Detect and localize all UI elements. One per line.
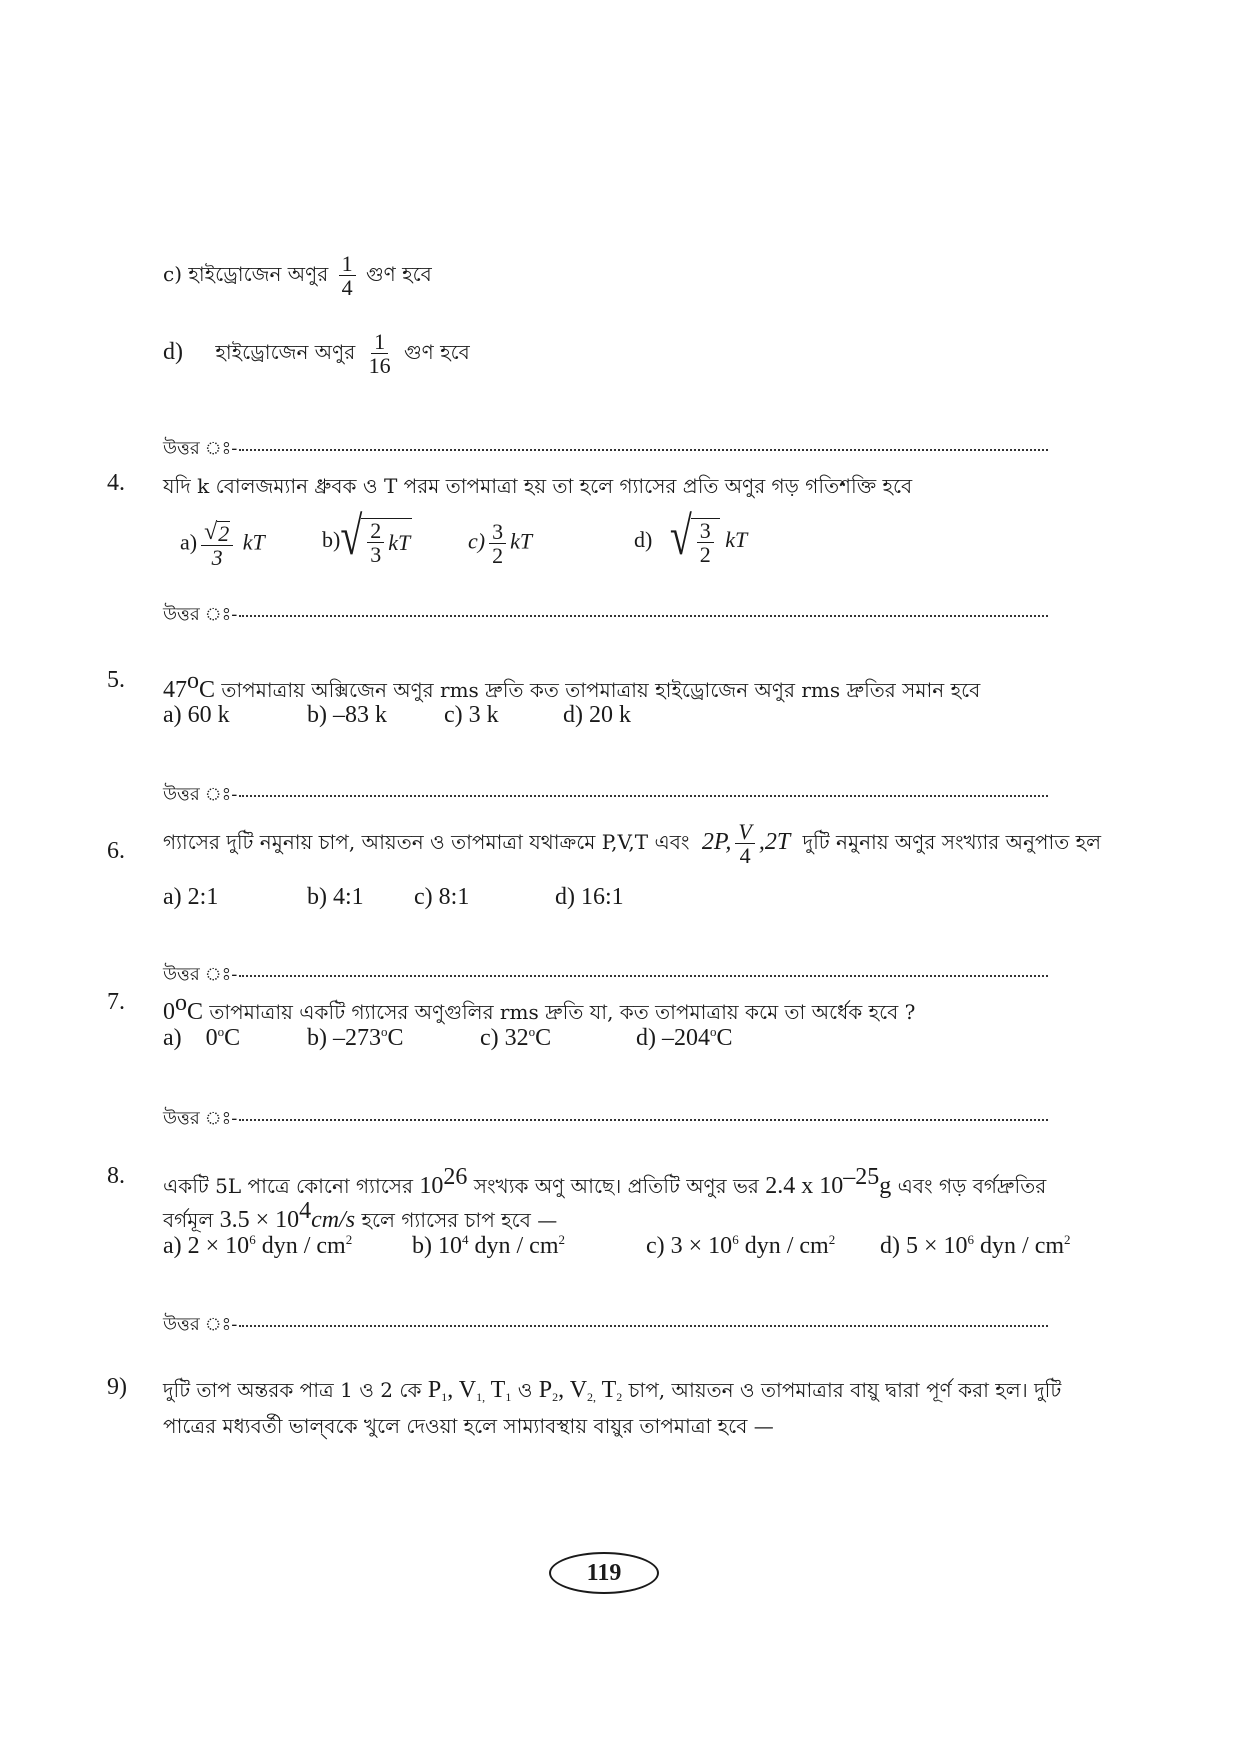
q4-option-d-sqrt: √ $\frac{3}{2}$	[670, 518, 720, 566]
option-value: –204	[662, 1025, 710, 1051]
temp-unit: C	[199, 677, 216, 703]
q5-option-c: c) 3 k	[444, 702, 499, 728]
fraction-denominator: 3	[211, 545, 223, 571]
answer-label: উত্তর ঃ-	[163, 964, 238, 985]
var: T	[596, 1377, 617, 1403]
q7-option-c	[480, 1024, 551, 1052]
degree-sup: o	[381, 1024, 388, 1039]
page-number	[549, 1552, 659, 1594]
q8-option-c	[646, 1232, 835, 1260]
fraction-denominator: 16	[368, 353, 391, 379]
q5-temp: 47	[163, 677, 187, 703]
option-pre: a) 2 × 10	[163, 1233, 250, 1259]
var: T	[485, 1377, 506, 1403]
sub: 2	[552, 1390, 559, 1404]
q9-text-b: চাপ, আয়তন ও তাপমাত্রার বায়ু দ্বারা পূর্ণ করা হল। দুটি	[628, 1378, 1062, 1402]
fraction-numerator: 1	[339, 252, 356, 276]
sub: 1	[505, 1390, 512, 1404]
option-exp: 6	[967, 1232, 975, 1247]
answer-dots	[239, 1324, 1048, 1327]
q3-option-d	[163, 330, 470, 377]
page-number-text: 119	[586, 1559, 622, 1586]
fraction-numerator: V	[735, 820, 754, 844]
option-kt: kT	[510, 528, 533, 554]
fraction-denominator: 4	[341, 275, 353, 301]
sub: 2,	[587, 1390, 597, 1404]
q5-option-b: b) –83 k	[307, 702, 387, 728]
option-label: d)	[634, 527, 653, 553]
q8-text-d: বর্গমূল	[163, 1208, 214, 1232]
sub: 2	[616, 1390, 623, 1404]
option-label: b)	[322, 527, 341, 553]
option-unit: C	[387, 1025, 404, 1051]
q8-option-a	[163, 1232, 352, 1260]
q8-text-e: হলে গ্যাসের চাপ হবে —	[361, 1208, 558, 1232]
answer-dots	[239, 794, 1048, 797]
q7-temp: 0	[163, 999, 175, 1025]
q4-option-d	[634, 505, 748, 568]
option-kt: kT	[242, 529, 265, 555]
q3-option-c	[163, 252, 432, 299]
q8-mass-value: 2.4 x 10	[765, 1173, 844, 1199]
q8-option-d	[880, 1232, 1071, 1260]
q4-number: 4.	[107, 470, 125, 496]
sub: 1	[441, 1390, 448, 1404]
q9-and: ও	[517, 1378, 533, 1402]
q4-text: যদি k বোলজম্যান ধ্রুবক ও T পরম তাপমাত্রা হয় তা হলে গ্যাসের প্রতি অণুর গড় গতিশক্তি হবে	[163, 474, 913, 498]
q3-option-c-suffix: গুণ হবে	[365, 262, 432, 287]
q4-option-b	[322, 505, 412, 568]
answer-line-q5[interactable]	[163, 780, 1048, 811]
q4-option-b-sqrt: √ $\frac{2}{3}$ kT	[340, 505, 411, 568]
q9-line2: পাত্রের মধ্যবর্তী ভাল্‌বকে খুলে দেওয়া হলে সাম্যাবস্থায় বায়ুর তাপমাত্রা হবে —	[163, 1414, 774, 1438]
q3-option-d-suffix: গুণ হবে	[403, 340, 470, 365]
option-exp2: 2	[828, 1232, 836, 1247]
var: , V	[558, 1377, 588, 1403]
answer-label: উত্তর ঃ-	[163, 784, 238, 805]
option-exp2: 2	[558, 1232, 565, 1247]
q3-option-c-text: c) হাইড্রোজেন অণুর	[163, 262, 329, 287]
degree-sup: o	[217, 1024, 225, 1039]
answer-line-q7[interactable]	[163, 1104, 1048, 1135]
q5-option-a: a) 60 k	[163, 702, 230, 728]
sub: 1,	[476, 1390, 486, 1404]
q8-count-base: 10	[419, 1173, 444, 1199]
q4-option-c-fraction	[489, 520, 506, 567]
q6-text	[163, 820, 1101, 867]
option-kt: kT	[725, 527, 748, 553]
option-label: c)	[480, 1025, 499, 1051]
q7-option-a	[163, 1024, 240, 1052]
option-value: –273	[333, 1025, 381, 1051]
answer-dots	[239, 1118, 1048, 1121]
fraction-numerator: 3	[489, 520, 506, 544]
q8-mass-unit: g	[879, 1173, 892, 1199]
q6-text-before: গ্যাসের দুটি নমুনায় চাপ, আয়তন ও তাপমাত্রা যথাক্রমে P,V,T এবং	[163, 830, 690, 855]
var: , V	[447, 1377, 477, 1403]
answer-line-q6[interactable]	[163, 960, 1048, 991]
q4-option-a-fraction	[201, 520, 233, 569]
option-post: dyn / cm	[738, 1233, 829, 1259]
q6-expr-2p: 2P,	[701, 829, 732, 856]
option-label: b)	[307, 1025, 327, 1051]
answer-label: উত্তর ঃ-	[163, 1314, 238, 1335]
q6-option-d: d) 16:1	[555, 884, 624, 910]
q6-option-a: a) 2:1	[163, 884, 219, 910]
answer-label: উত্তর ঃ-	[163, 1108, 238, 1129]
option-label: a)	[163, 1025, 182, 1051]
fraction-denominator: 4	[739, 843, 751, 869]
q8-count-exp: 26	[443, 1164, 468, 1190]
answer-label: উত্তর ঃ-	[163, 438, 238, 459]
q5-question: তাপমাত্রায় অক্সিজেন অণুর rms দ্রুতি কত তাপমাত্রায় হাইড্রোজেন অণুর rms দ্রুতির সমান হবে	[221, 678, 981, 702]
q5-number: 5.	[107, 667, 125, 693]
q8-option-b	[412, 1232, 565, 1260]
var: P	[427, 1377, 442, 1403]
q6-text-after: দুটি নমুনায় অণুর সংখ্যার অনুপাত হল	[802, 830, 1102, 855]
q7-option-b	[307, 1024, 404, 1052]
q8-speed-value: 3.5 × 10	[219, 1207, 300, 1233]
fraction-numerator: 3	[697, 519, 714, 543]
degree-sup: o	[187, 668, 199, 694]
option-kt: kT	[388, 529, 411, 555]
q9-vars2	[539, 1377, 623, 1403]
option-exp2: 2	[1064, 1232, 1071, 1247]
q7-question: তাপমাত্রায় একটি গ্যাসের অণুগুলির rms দ্রুতি যা, কত তাপমাত্রায় কমে তা অর্ধেক হবে ?	[209, 1000, 916, 1024]
q6-expr-2t: ,2T	[758, 829, 791, 856]
q9-text-a: দুটি তাপ অন্তরক পাত্র 1 ও 2 কে	[163, 1378, 422, 1402]
option-value: 32	[504, 1025, 529, 1051]
q9-vars1	[428, 1377, 512, 1403]
option-value: 0	[205, 1025, 218, 1051]
q4-option-a	[180, 520, 265, 569]
option-post: dyn / cm	[974, 1233, 1065, 1259]
fraction-numerator	[201, 520, 233, 546]
q6-number: 6.	[107, 838, 125, 864]
q8-text-c: এবং গড় বর্গদ্রুতির	[897, 1174, 1047, 1198]
answer-dots	[239, 974, 1048, 977]
answer-line-q4[interactable]	[163, 600, 1048, 631]
answer-dots	[239, 448, 1048, 451]
q6-expr-fraction	[735, 820, 754, 867]
option-label: a)	[180, 529, 198, 555]
q7-option-d	[636, 1024, 733, 1052]
answer-label: উত্তর ঃ-	[163, 604, 238, 625]
option-post: dyn / cm	[255, 1233, 346, 1259]
q3-option-d-text: হাইড্রোজেন অণুর	[215, 340, 356, 365]
q8-number: 8.	[107, 1163, 125, 1189]
q5-option-d: d) 20 k	[563, 702, 631, 728]
option-exp2: 2	[345, 1232, 353, 1247]
answer-line-q3[interactable]	[163, 434, 1048, 465]
q8-speed-exp: 4	[299, 1198, 312, 1224]
q8-text-b: সংখ্যক অণু আছে। প্রতিটি অণুর ভর	[473, 1174, 759, 1198]
q9-number: 9)	[107, 1374, 127, 1400]
q3-option-c-fraction	[339, 252, 356, 299]
q3-option-d-fraction	[366, 330, 394, 377]
option-label: d)	[636, 1025, 656, 1051]
q4-option-d-fraction	[697, 519, 714, 566]
fraction-denominator: 2	[699, 542, 711, 568]
option-unit: C	[224, 1025, 241, 1051]
fraction-numerator: 1	[371, 330, 388, 354]
option-post: dyn / cm	[468, 1233, 559, 1259]
degree-sup: o	[710, 1024, 717, 1039]
option-exp: 4	[462, 1232, 469, 1247]
answer-line-q8[interactable]	[163, 1310, 1048, 1341]
var: P	[538, 1377, 553, 1403]
q8-mass-exp: –25	[843, 1164, 880, 1190]
q4-option-c	[468, 520, 532, 567]
q4-option-b-fraction	[367, 519, 384, 566]
option-exp: 6	[249, 1232, 256, 1247]
sqrt-radicand: 2	[218, 520, 230, 546]
q9-line1	[163, 1376, 1061, 1409]
fraction-denominator: 2	[492, 543, 504, 569]
answer-dots	[239, 614, 1048, 617]
q8-text-a: একটি 5L পাত্রে কোনো গ্যাসের	[163, 1174, 414, 1198]
sqrt-symbol: √ 2	[204, 519, 230, 546]
degree-sup: o	[528, 1024, 536, 1039]
option-pre: b) 10	[412, 1233, 462, 1259]
option-pre: c) 3 × 10	[646, 1233, 733, 1259]
degree-sup: o	[175, 990, 187, 1016]
q6-option-b: b) 4:1	[307, 884, 364, 910]
q7-number: 7.	[107, 989, 125, 1015]
q6-option-c: c) 8:1	[414, 884, 470, 910]
option-pre: d) 5 × 10	[880, 1233, 968, 1259]
fraction-numerator: 2	[367, 519, 384, 543]
temp-unit: C	[187, 999, 204, 1025]
option-label: c)	[468, 528, 486, 554]
fraction-denominator: 3	[370, 542, 382, 568]
option-unit: C	[716, 1025, 733, 1051]
option-unit: C	[535, 1025, 552, 1051]
option-exp: 6	[732, 1232, 739, 1247]
q3-option-d-label: d)	[163, 339, 183, 366]
q8-speed-unit: cm/s	[311, 1207, 356, 1233]
